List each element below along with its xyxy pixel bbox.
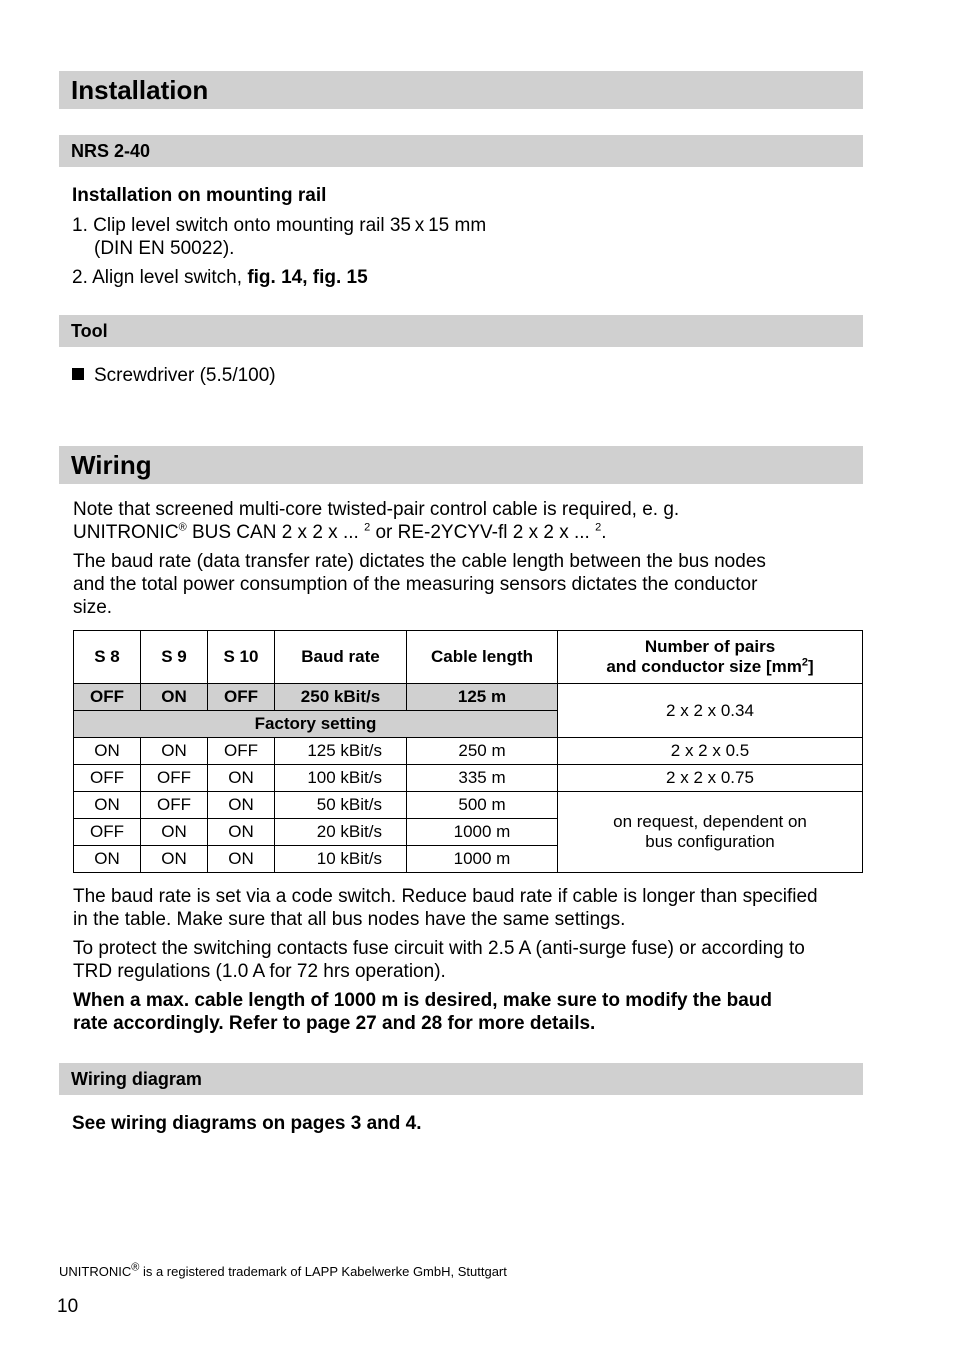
wiring-diagram-reference: See wiring diagrams on pages 3 and 4. — [72, 1113, 422, 1134]
table-row: ON ON OFF 125 kBit/s 250 m 2 x 2 x 0.5 — [74, 738, 863, 765]
header-pairs: Number of pairs and conductor size $[mm^2]$ — [558, 631, 863, 684]
table-row: OFF ON ON 20 kBit/s 1000 m — [74, 819, 863, 846]
nrs-heading: NRS 2-40 — [59, 135, 863, 167]
tool-heading: Tool — [59, 315, 863, 347]
factory-setting-label: Factory setting — [74, 711, 558, 738]
table-row: OFF ON OFF 250 kBit/s 125 m 2 x 2 x 0.34 — [74, 684, 863, 711]
step-1-cont: (DIN EN 50022). — [94, 238, 235, 259]
trademark-footnote: UNITRONIC® is a registered trademark of LAPP Kabelwerke GmbH, Stuttgart — [59, 1261, 507, 1279]
page-number: 10 — [57, 1296, 79, 1317]
tool-item: Screwdriver (5.5/100) — [72, 364, 276, 387]
code-switch-note: The baud rate is set via a code switch. Reduce baud rate if cable is longer than specified in the table. Make sure that all bus nodes have the same settings. — [73, 886, 818, 930]
table-row: ON ON ON 10 kBit/s 1000 m — [74, 846, 863, 873]
step-2: 2. Align level switch, fig. 14, fig. 15 — [72, 267, 368, 288]
header-s10: S 10 — [208, 631, 275, 684]
baud-rate-table — [73, 630, 863, 873]
wiring-diagram-heading: Wiring diagram — [59, 1063, 863, 1095]
header-baud-rate: Baud rate — [275, 631, 407, 684]
wiring-heading: Wiring — [59, 446, 863, 484]
header-cable-length: Cable length — [407, 631, 558, 684]
cable-note: Note that screened multi-core twisted-pair control cable is required, e. g. UNITRONIC® BUS CAN 2 x 2 x ... $^2$ or RE-2YCYV-fl 2 x 2 x ... $^2$. — [73, 499, 680, 543]
on-request-cell: on request, dependent on bus configuration — [558, 792, 863, 873]
step-1: 1. Clip level switch onto mounting rail 35 x 15 mm — [72, 215, 487, 236]
conductor-size-cell: 2 x 2 x 0.34 — [558, 684, 863, 738]
table-header-row — [74, 631, 863, 684]
baud-note: The baud rate (data transfer rate) dictates the cable length between the bus nodes and the total power consumption of the measuring sensors dictates the conductor size. — [73, 551, 766, 618]
header-s8: S 8 — [74, 631, 141, 684]
fuse-note: To protect the switching contacts fuse circuit with 2.5 A (anti-surge fuse) or according to TRD regulations (1.0 A for 72 hrs operation). — [73, 938, 805, 982]
cable-length-warning: When a max. cable length of 1000 m is desired, make sure to modify the baud rate accordingly. Refer to page 27 and 28 for more details. — [73, 990, 772, 1034]
bullet-square-icon — [72, 368, 84, 380]
installation-heading: Installation — [59, 71, 863, 109]
header-s9: S 9 — [141, 631, 208, 684]
table-row: OFF OFF ON 100 kBit/s 335 m 2 x 2 x 0.75 — [74, 765, 863, 792]
table-row: ON OFF ON 50 kBit/s 500 m on request, dependent on bus configuration — [74, 792, 863, 819]
figure-reference: fig. 14, fig. 15 — [247, 267, 368, 288]
mounting-rail-heading: Installation on mounting rail — [72, 185, 327, 206]
